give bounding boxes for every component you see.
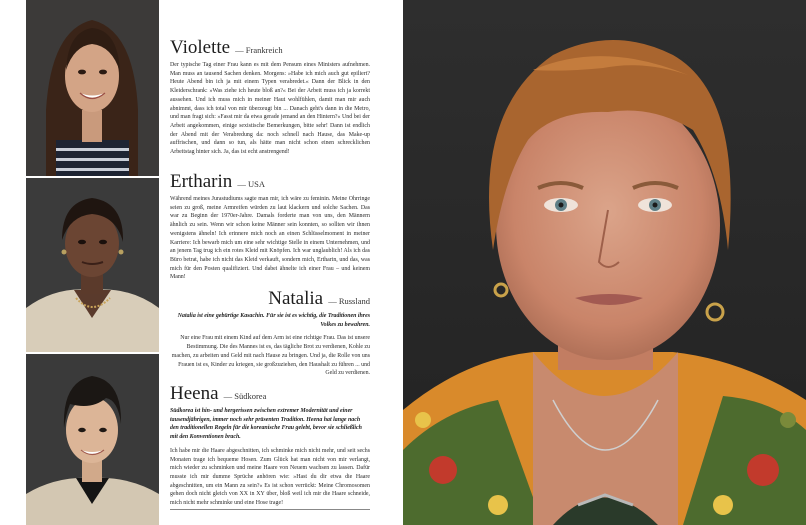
violette-photo [26,0,159,176]
heena-intro: Südkorea ist hin- und hergerissen zwischen extremer Modernität und einer tausendjährigen, immer noch sehr präsenten Tradition. Heena hat lange nach den traditionellen Regeln für die koreanische Frau gelebt, bevor sie schließlich mit den Konventionen brach. [170,408,362,441]
heena-body: Ich habe mir die Haare abgeschnitten, ich schminke mich nicht mehr, und seit sechs Monaten trage ich bequeme Hosen. Zum Glück hat man nicht von mir verlangt, mich wieder zu schminken und meine Haare von Neuem wachsen zu lassen. Dafür musste ich mir dumme Sprüche anhören wie: »Hast du dir etwa die Haare abgeschnitten, um ein Mann zu sein?« Es ist schon verrückt: Meine Chromosomen gehen doch nicht gleich von XX in XY über, bloß weil ich mir die Haare schneide, mich nicht mehr schminke und eine Hose trage! [170,447,370,507]
ertharin-country: — USA [237,179,265,189]
heena-name: Heena [170,383,219,404]
heena-photo [26,354,159,525]
violette-body: Der typische Tag einer Frau kann es mit dem Pensum eines Ministers aufnehmen. Man muss an tausend Sachen denken. Morgens: »Habe ich mich auch gut epiliert? Heute Abend bin ich ja mit einem Typen verabredet.« Dann der Blick in den Kleiderschrank: »Was ziehe ich heute bloß an?« Bei der Arbeit muss ich ja korrekt aussehen. Und ich muss mich in meiner Haut wohlfühlen, damit man mir auch abnimmt, dass ich total von mir überzeugt bin ... Danach geht's dann in die Metro, und man fragt sich: »Fasst mir da etwa gerade jemand an den Hintern?« Und bei der Arbeit angekommen, einige sexistische Bemerkungen, bitte sehr! Dann ist endlich der Abend mit der Verabredung da: noch schnell nach Hause, das Make-up auffrischen, und dann so tun, als hätte man nicht schon einen schrecklichen Arbeitstag hinter sich. Ja, das ist echt anstrengend! [170,62,370,156]
heena-country: — Südkorea [223,391,267,401]
ertharin-body: Während meines Jurastudiums sagte man mir, ich wäre zu feminin. Meine Ohrringe seien zu groß, meine Armreifen würden zu laut klackern und solche Sachen. Das war zu Beginn der 1970er-Jahre. Damals forderte man von uns, den Männern ähnlich zu sein. Wenn wir schon keine Männer sein konnten, so sollten wir ihnen wenigstens ähneln! Ich erinnere mich noch an einen Schlüsselmoment in meiner Karriere: Ich bewarb mich um eine sehr wichtige Stelle in einem Unternehmen, und an jenem Tag trug ich ein rotes Kleid mit Knöpfen. Ich war unglaublich! Als ich das Büro betrat, habe ich nicht das Kleid verkauft, sondern mich, Ertharin, und das, was mich für den Posten qualifiziert. Und dabei ähnelte ich einer Frau – und keinem Mann! [170,196,370,281]
violette-name: Violette [170,37,231,58]
ertharin-photo [26,178,159,352]
violette-heading [170,38,370,57]
portrait-column [26,0,159,525]
natalia-large-portrait [403,0,806,525]
natalia-body: Nur eine Frau mit einem Kind auf dem Arm ist eine richtige Frau. Das ist unsere Bestimmung. Die des Mannes ist es, das tägliche Brot zu verdienen, Kohle zu machen, zu arbeiten und Geld mit nach Hause zu bringen. Und ja, die Rolle von uns Frauen ist es, Kinder zu kriegen, sie großzuziehen, den Haushalt zu führen ... und Geld zu verdienen. [171,335,370,377]
heena-heading [170,384,370,403]
entry-heena [170,384,370,508]
bottom-rule [170,509,370,510]
ertharin-heading [170,172,370,191]
violette-country: — Frankreich [235,45,283,55]
ertharin-name: Ertharin [170,171,233,192]
entry-natalia [170,289,370,378]
entry-violette [170,38,370,157]
natalia-heading [170,289,370,308]
natalia-name: Natalia [268,288,324,309]
natalia-intro: Natalia ist eine gebürtige Kasachin. Für sie ist es wichtig, die Traditionen ihres Volkes zu bewahren. [177,313,370,328]
entry-ertharin [170,172,370,282]
natalia-country: — Russland [328,296,370,306]
